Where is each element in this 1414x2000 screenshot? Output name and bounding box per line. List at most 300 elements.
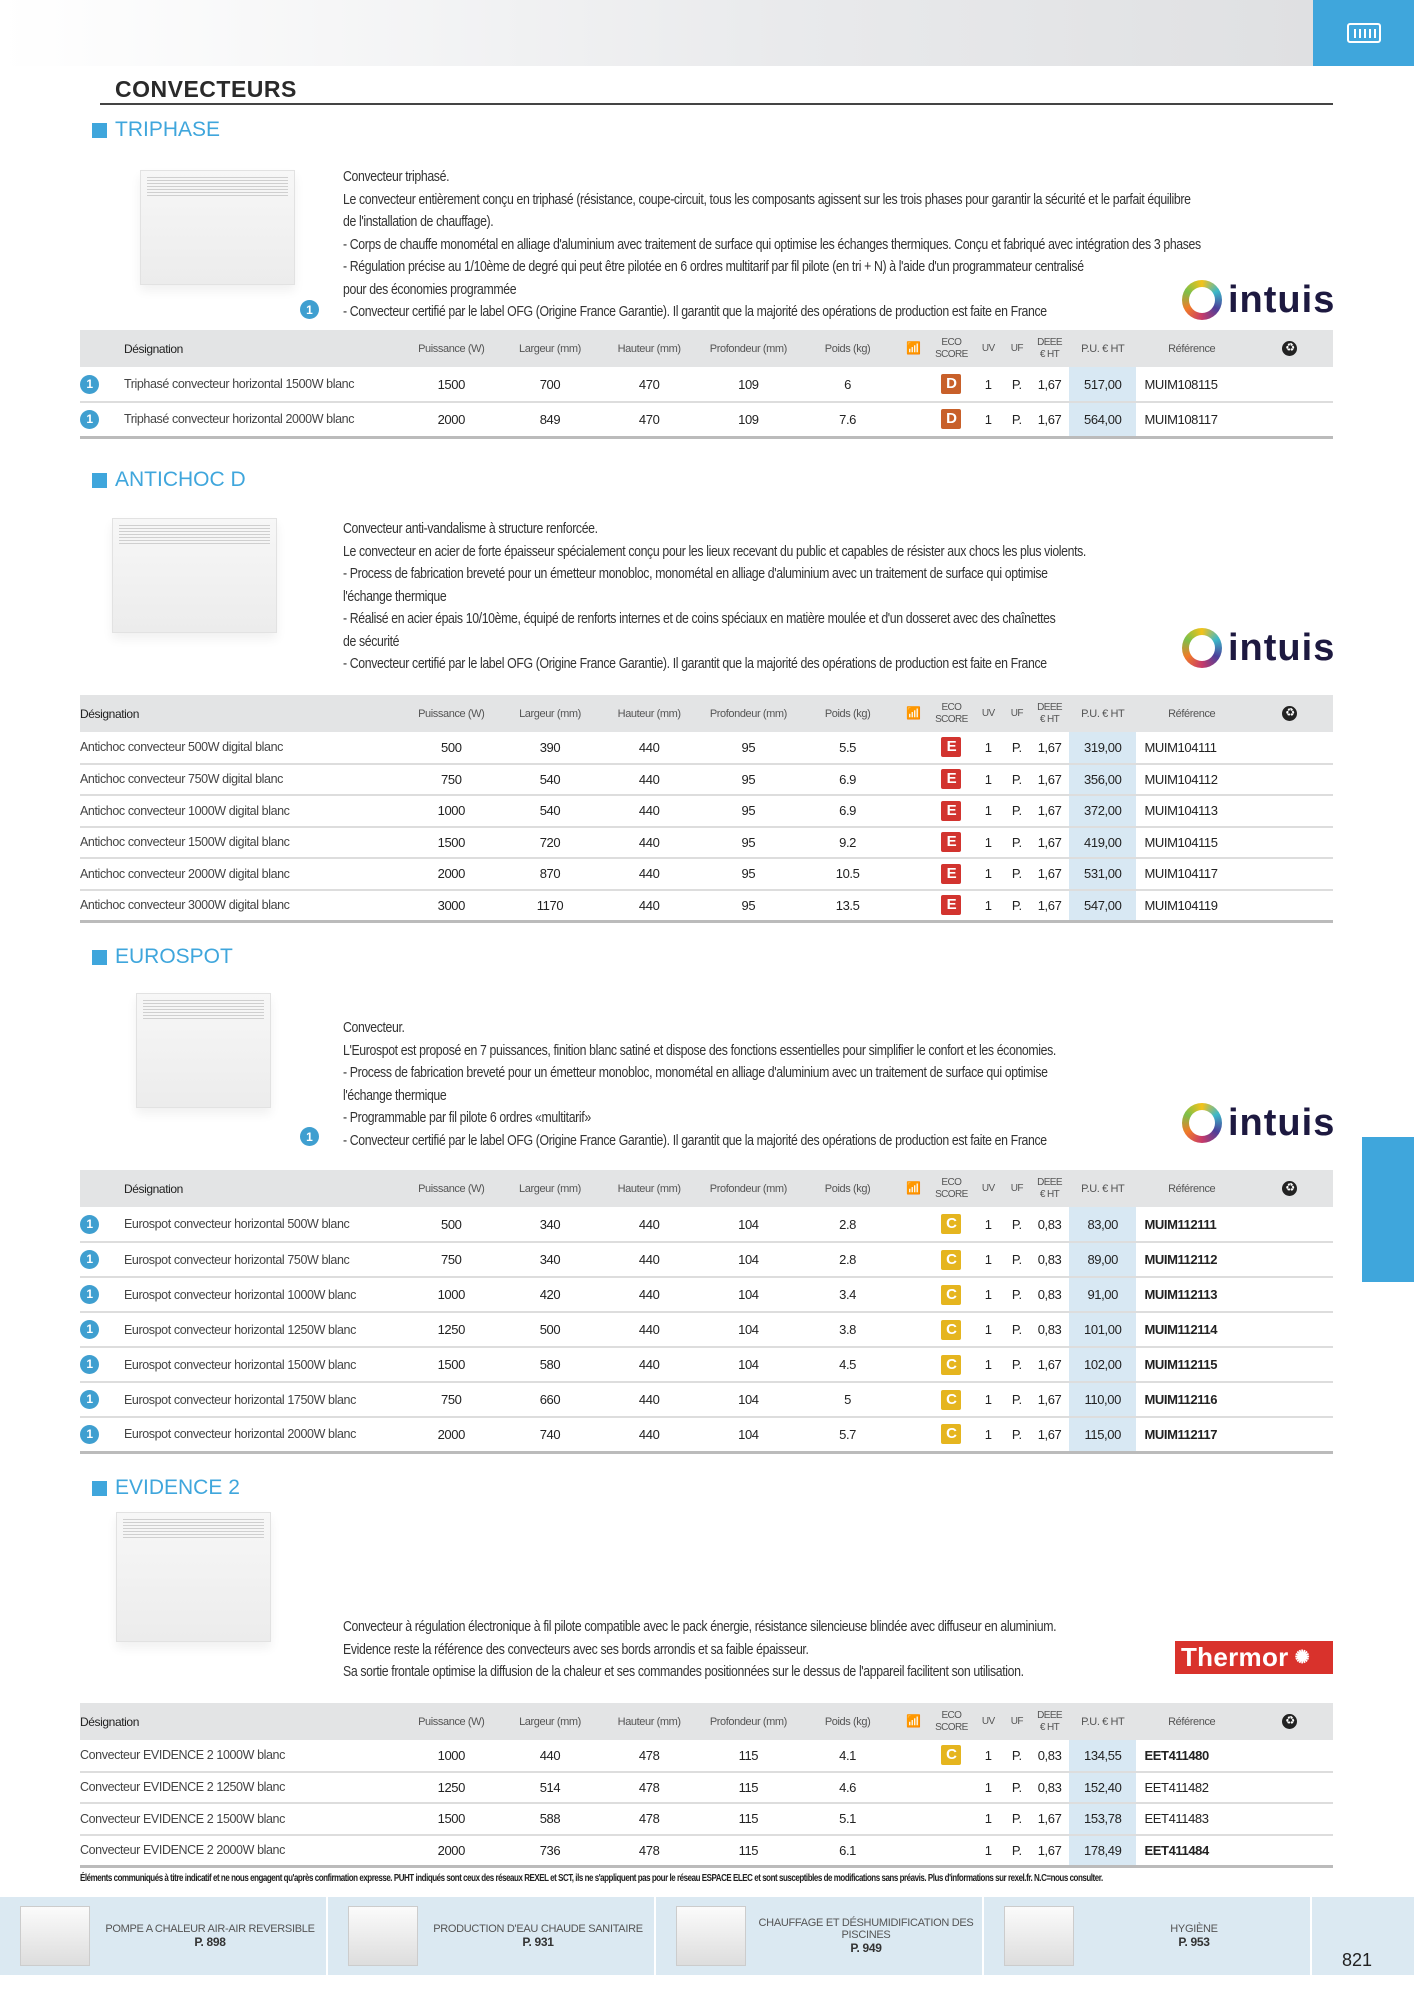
largeur: 849: [500, 402, 599, 437]
section-marker: [92, 473, 107, 488]
unit-price: 91,00: [1069, 1277, 1137, 1312]
col-profondeur: Profondeur (mm): [709, 707, 787, 720]
uf: P.: [1004, 1277, 1031, 1312]
recycle-icon: ♻: [1282, 341, 1297, 356]
col-largeur: Largeur (mm): [519, 1182, 581, 1195]
top-banner: [0, 0, 1313, 66]
info-badge[interactable]: 1: [300, 300, 319, 319]
largeur: 1170: [500, 890, 599, 922]
description-line: pour des économies programmée: [343, 280, 517, 298]
unit-price: 153,78: [1069, 1803, 1137, 1835]
reference[interactable]: MUIM104115: [1136, 827, 1246, 859]
category-image: [1004, 1906, 1074, 1966]
profondeur: 104: [699, 1382, 798, 1417]
col-largeur: Largeur (mm): [519, 342, 581, 355]
description-line: - Programmable par fil pilote 6 ordres «multitarif»: [343, 1109, 591, 1126]
designation: Antichoc convecteur 1000W digital blanc: [80, 795, 402, 827]
product-image: [136, 993, 271, 1108]
description-line: Sa sortie frontale optimise la diffusion de la chaleur et ses commandes positionnées sur le dessus de l'appareil facilitent son utilisation.: [343, 1663, 1024, 1680]
eco-score-badge: E: [941, 801, 961, 821]
uv: 1: [973, 1312, 1004, 1347]
reference[interactable]: MUIM108117: [1136, 402, 1246, 437]
profondeur: 104: [699, 1207, 798, 1242]
puissance: 3000: [402, 890, 500, 922]
col-reference: Référence: [1168, 342, 1216, 355]
col-uf: UF: [1010, 1182, 1023, 1194]
reference[interactable]: MUIM112115: [1136, 1347, 1246, 1382]
profondeur: 104: [699, 1417, 798, 1452]
col-profondeur: Profondeur (mm): [709, 342, 787, 355]
uv: 1: [973, 1382, 1004, 1417]
unit-price: 372,00: [1069, 795, 1137, 827]
eco-score-badge: C: [941, 1424, 961, 1444]
largeur: 390: [500, 732, 599, 764]
unit-price: 102,00: [1069, 1347, 1137, 1382]
profondeur: 104: [699, 1347, 798, 1382]
uv: 1: [973, 367, 1004, 402]
profondeur: 109: [699, 402, 798, 437]
designation: Eurospot convecteur horizontal 750W blanc: [124, 1242, 402, 1277]
uv: 1: [973, 795, 1004, 827]
largeur: 340: [500, 1207, 599, 1242]
footnote: Éléments communiqués à titre indicatif et ne nous engagent qu'après confirmation expresse. PUHT indiqués sont ceux des réseaux REXEL et SCT, ils ne s'appliquent pas pour le réseau ESPACE ELEC et sont susceptibles de modifications sans préavis. Plus d'informations sur rexel.fr. N.C=nous consulter.: [80, 1872, 1103, 1884]
unit-price: 419,00: [1069, 827, 1137, 859]
reference[interactable]: MUIM112113: [1136, 1277, 1246, 1312]
puissance: 500: [402, 732, 500, 764]
designation: Convecteur EVIDENCE 2 2000W blanc: [80, 1835, 402, 1867]
uv: 1: [973, 827, 1004, 859]
section-title: [92, 945, 233, 969]
col-reference: Référence: [1168, 1715, 1216, 1728]
table-row[interactable]: [80, 1740, 1333, 1772]
product-table: [80, 695, 1333, 923]
footer-link-page: P. 953: [1178, 1935, 1210, 1949]
profondeur: 115: [699, 1835, 798, 1867]
uv: 1: [973, 1347, 1004, 1382]
table-row[interactable]: [80, 1803, 1333, 1835]
col-designation: Désignation: [80, 1714, 139, 1729]
category-tab[interactable]: [1313, 0, 1414, 66]
info-badge[interactable]: 1: [300, 1127, 319, 1146]
col-puissance: Puissance (W): [418, 707, 485, 720]
eco-score-badge: C: [941, 1214, 961, 1234]
col-pu: P.U. € HT: [1081, 1715, 1125, 1728]
table-row[interactable]: [80, 367, 1333, 402]
page-title: CONVECTEURS: [115, 76, 297, 102]
uf: P.: [1004, 795, 1031, 827]
hauteur: 478: [600, 1740, 699, 1772]
profondeur: 115: [699, 1740, 798, 1772]
info-badge[interactable]: 1: [80, 1215, 99, 1234]
poids: 7.6: [798, 402, 897, 437]
eco-score-badge: D: [941, 374, 961, 394]
uv: 1: [973, 764, 1004, 796]
col-uv: UV: [981, 707, 995, 719]
unit-price: 531,00: [1069, 858, 1137, 890]
uf: P.: [1004, 732, 1031, 764]
eco-score-badge: C: [941, 1320, 961, 1340]
wifi-icon: 📶: [906, 1181, 921, 1195]
deee: 1,67: [1030, 1803, 1069, 1835]
deee: 1,67: [1030, 827, 1069, 859]
description-line: Convecteur à régulation électronique à fil pilote compatible avec le pack énergie, résistance silencieuse blindée avec diffuseur en aluminium.: [343, 1618, 1057, 1635]
poids: 6.1: [798, 1835, 897, 1867]
footer-link[interactable]: [656, 1897, 984, 1975]
col-recycle: [1247, 330, 1333, 367]
reference[interactable]: MUIM112114: [1136, 1312, 1246, 1347]
table-row[interactable]: [80, 1772, 1333, 1804]
deee: 0,83: [1030, 1277, 1069, 1312]
footer-link-page: P. 931: [522, 1935, 554, 1949]
table-row[interactable]: [80, 1382, 1333, 1417]
uf: P.: [1004, 1207, 1031, 1242]
table-row[interactable]: [80, 764, 1333, 796]
hauteur: 440: [600, 1242, 699, 1277]
section-title: [92, 468, 246, 492]
col-deee: DEEE € HT: [1037, 336, 1062, 360]
hauteur: 440: [600, 1277, 699, 1312]
uv: 1: [973, 1835, 1004, 1867]
description-line: de sécurité: [343, 632, 400, 650]
deee: 1,67: [1030, 1347, 1069, 1382]
eco-score-badge: E: [941, 737, 961, 757]
largeur: 340: [500, 1242, 599, 1277]
puissance: 2000: [402, 1835, 500, 1867]
hauteur: 440: [600, 732, 699, 764]
description-line: Convecteur triphasé.: [343, 168, 450, 185]
puissance: 2000: [402, 402, 500, 437]
reference[interactable]: EET411480: [1136, 1740, 1246, 1772]
col-profondeur: Profondeur (mm): [709, 1182, 787, 1195]
largeur: 588: [500, 1803, 599, 1835]
uf: P.: [1004, 1312, 1031, 1347]
reference[interactable]: MUIM112111: [1136, 1207, 1246, 1242]
col-hauteur: Hauteur (mm): [617, 707, 681, 720]
col-uv: UV: [981, 1715, 995, 1727]
info-badge[interactable]: 1: [80, 1250, 99, 1269]
uv: 1: [973, 1417, 1004, 1452]
puissance: 1500: [402, 1803, 500, 1835]
reference[interactable]: MUIM104111: [1136, 732, 1246, 764]
uv: 1: [973, 890, 1004, 922]
unit-price: 110,00: [1069, 1382, 1137, 1417]
category-image: [676, 1906, 746, 1966]
poids: 10.5: [798, 858, 897, 890]
description-line: - Convecteur certifié par le label OFG (Origine France Garantie). Il garantit que la majorité des opérations de production est faite en France: [343, 303, 1047, 320]
reference[interactable]: EET411483: [1136, 1803, 1246, 1835]
deee: 1,67: [1030, 1382, 1069, 1417]
col-puissance: Puissance (W): [418, 1182, 485, 1195]
reference[interactable]: EET411484: [1136, 1835, 1246, 1867]
section-title-text: TRIPHASE: [115, 118, 221, 141]
deee: 0,83: [1030, 1312, 1069, 1347]
info-badge[interactable]: 1: [80, 1285, 99, 1304]
col-eco-score: ECO SCORE: [935, 1709, 968, 1733]
intuis-ring-icon: [1182, 280, 1222, 320]
reference[interactable]: MUIM112116: [1136, 1382, 1246, 1417]
product-description: [343, 1616, 1056, 1684]
deee: 1,67: [1030, 858, 1069, 890]
table-row[interactable]: [80, 890, 1333, 922]
description-line: - Régulation précise au 1/10ème de degré qui peut être pilotée en 6 ordres multitarif par fil pilote (en tri + N) à l'aide d'un programmateur centralisé: [343, 258, 1084, 275]
intuis-ring-icon: [1182, 628, 1222, 668]
wifi-icon: 📶: [906, 1714, 921, 1728]
reference[interactable]: MUIM104112: [1136, 764, 1246, 796]
col-poids: Poids (kg): [824, 342, 871, 355]
table-row[interactable]: [80, 732, 1333, 764]
reference[interactable]: MUIM112112: [1136, 1242, 1246, 1277]
puissance: 1500: [402, 367, 500, 402]
description-line: de l'installation de chauffage).: [343, 213, 494, 230]
designation: Convecteur EVIDENCE 2 1250W blanc: [80, 1772, 402, 1804]
profondeur: 95: [699, 764, 798, 796]
unit-price: 152,40: [1069, 1772, 1137, 1804]
table-row[interactable]: [80, 1835, 1333, 1867]
product-table: [80, 1170, 1333, 1454]
hauteur: 478: [600, 1772, 699, 1804]
poids: 3.8: [798, 1312, 897, 1347]
side-chapter-tab[interactable]: [1362, 1137, 1414, 1282]
radiator-icon: [1346, 21, 1382, 45]
section-marker: [92, 950, 107, 965]
eco-score-badge: C: [941, 1390, 961, 1410]
section-title: [92, 118, 220, 142]
reference[interactable]: EET411482: [1136, 1772, 1246, 1804]
uv: 1: [973, 402, 1004, 437]
largeur: 580: [500, 1347, 599, 1382]
table-row[interactable]: [80, 827, 1333, 859]
unit-price: 115,00: [1069, 1417, 1137, 1452]
deee: 0,83: [1030, 1242, 1069, 1277]
poids: 2.8: [798, 1207, 897, 1242]
largeur: 870: [500, 858, 599, 890]
profondeur: 95: [699, 858, 798, 890]
uf: P.: [1004, 1803, 1031, 1835]
largeur: 736: [500, 1835, 599, 1867]
hauteur: 440: [600, 764, 699, 796]
uv: 1: [973, 732, 1004, 764]
col-recycle: [1247, 695, 1333, 732]
deee: 0,83: [1030, 1740, 1069, 1772]
deee: 1,67: [1030, 1835, 1069, 1867]
description-line: - Convecteur certifié par le label OFG (Origine France Garantie). Il garantit que la majorité des opérations de production est faite en France: [343, 1131, 1047, 1149]
footer-link-page: P. 949: [850, 1941, 882, 1955]
unit-price: 547,00: [1069, 890, 1137, 922]
footer-link-label: POMPE A CHALEUR AIR-AIR REVERSIBLE: [105, 1923, 315, 1935]
largeur: 514: [500, 1772, 599, 1804]
eco-score-badge: C: [941, 1250, 961, 1270]
col-profondeur: Profondeur (mm): [709, 1715, 787, 1728]
designation: Eurospot convecteur horizontal 1500W blanc: [124, 1347, 402, 1382]
product-table: [80, 330, 1333, 439]
description-line: - Convecteur certifié par le label OFG (Origine France Garantie). Il garantit que la majorité des opérations de production est faite en France: [343, 655, 1047, 672]
thermor-bird-icon: ✺: [1294, 1647, 1310, 1667]
col-recycle: [1247, 1703, 1333, 1740]
product-table: [80, 1703, 1333, 1868]
table-row[interactable]: [80, 1417, 1333, 1452]
largeur: 700: [500, 367, 599, 402]
col-uf: UF: [1010, 342, 1023, 354]
table-row[interactable]: [80, 858, 1333, 890]
hauteur: 478: [600, 1803, 699, 1835]
info-badge[interactable]: 1: [80, 1425, 99, 1444]
deee: 1,67: [1030, 402, 1069, 437]
designation: Convecteur EVIDENCE 2 1000W blanc: [80, 1740, 402, 1772]
unit-price: 356,00: [1069, 764, 1137, 796]
description-line: - Process de fabrication breveté pour un émetteur monobloc, monométal en alliage d'aluminium avec un traitement de surface qui optimise: [343, 565, 1048, 582]
uv: 1: [973, 1242, 1004, 1277]
uf: P.: [1004, 890, 1031, 922]
col-eco-score: ECO SCORE: [935, 701, 968, 725]
col-hauteur: Hauteur (mm): [617, 342, 681, 355]
table-header: [80, 330, 1333, 367]
col-eco-score: ECO SCORE: [935, 336, 968, 360]
info-badge[interactable]: 1: [80, 410, 99, 429]
col-deee: DEEE € HT: [1037, 701, 1062, 725]
col-connected: [897, 330, 930, 367]
hauteur: 440: [600, 1312, 699, 1347]
largeur: 660: [500, 1382, 599, 1417]
uv: 1: [973, 1803, 1004, 1835]
puissance: 1000: [402, 1740, 500, 1772]
eco-score-badge: C: [941, 1745, 961, 1765]
poids: 4.6: [798, 1772, 897, 1804]
table-row[interactable]: [80, 1347, 1333, 1382]
profondeur: 104: [699, 1312, 798, 1347]
wifi-icon: 📶: [906, 341, 921, 355]
deee: 0,83: [1030, 1772, 1069, 1804]
table-row[interactable]: [80, 402, 1333, 437]
product-description: [343, 518, 1086, 676]
col-puissance: Puissance (W): [418, 1715, 485, 1728]
description-line: l'échange thermique: [343, 587, 447, 605]
puissance: 750: [402, 1242, 500, 1277]
uf: P.: [1004, 1347, 1031, 1382]
product-image: [116, 1512, 271, 1642]
profondeur: 95: [699, 890, 798, 922]
largeur: 440: [500, 1740, 599, 1772]
unit-price: 134,55: [1069, 1740, 1137, 1772]
col-deee: DEEE € HT: [1037, 1709, 1062, 1733]
hauteur: 470: [600, 402, 699, 437]
col-reference: Référence: [1168, 707, 1216, 720]
table-row[interactable]: [80, 1207, 1333, 1242]
uf: P.: [1004, 1740, 1031, 1772]
uf: P.: [1004, 367, 1031, 402]
footer-link[interactable]: [984, 1897, 1312, 1975]
intuis-logo: intuis: [1182, 1103, 1335, 1143]
eco-score-badge: E: [941, 769, 961, 789]
profondeur: 115: [699, 1772, 798, 1804]
col-connected: [897, 1703, 930, 1740]
poids: 13.5: [798, 890, 897, 922]
table-header: [80, 1170, 1333, 1207]
uf: P.: [1004, 1835, 1031, 1867]
reference[interactable]: MUIM104117: [1136, 858, 1246, 890]
table-row[interactable]: [80, 1242, 1333, 1277]
description-line: l'échange thermique: [343, 1086, 447, 1104]
page-number: 821: [1342, 1950, 1373, 1970]
puissance: 750: [402, 1382, 500, 1417]
footer-link[interactable]: [328, 1897, 656, 1975]
designation: Antichoc convecteur 1500W digital blanc: [80, 827, 402, 859]
section-title-text: EUROSPOT: [115, 945, 233, 968]
description-line: - Réalisé en acier épais 10/10ème, équipé de renforts internes et de coins spéciaux en matière moulée et d'un dosseret avec des chaînettes: [343, 610, 1056, 627]
uf: P.: [1004, 1242, 1031, 1277]
uv: 1: [973, 1277, 1004, 1312]
uv: 1: [973, 1740, 1004, 1772]
reference[interactable]: MUIM104119: [1136, 890, 1246, 922]
footer-link[interactable]: [0, 1897, 328, 1975]
product-image: [112, 518, 277, 633]
hauteur: 440: [600, 1207, 699, 1242]
uv: 1: [973, 1207, 1004, 1242]
section-title-text: EVIDENCE 2: [115, 1476, 240, 1499]
col-pu: P.U. € HT: [1081, 1182, 1125, 1195]
designation: Eurospot convecteur horizontal 2000W blanc: [124, 1417, 402, 1452]
info-badge[interactable]: 1: [80, 1390, 99, 1409]
designation: Antichoc convecteur 2000W digital blanc: [80, 858, 402, 890]
poids: 3.4: [798, 1277, 897, 1312]
footer-link-page: P. 898: [194, 1935, 226, 1949]
poids: 5.7: [798, 1417, 897, 1452]
footer-link-label: PRODUCTION D'EAU CHAUDE SANITAIRE: [433, 1923, 643, 1935]
eco-score-badge: C: [941, 1285, 961, 1305]
puissance: 2000: [402, 858, 500, 890]
footer-nav: [0, 1897, 1414, 1975]
table-row[interactable]: [80, 795, 1333, 827]
uf: P.: [1004, 1382, 1031, 1417]
unit-price: 83,00: [1069, 1207, 1137, 1242]
hauteur: 440: [600, 1347, 699, 1382]
reference[interactable]: MUIM112117: [1136, 1417, 1246, 1452]
info-badge[interactable]: 1: [80, 375, 99, 394]
info-badge[interactable]: 1: [80, 1320, 99, 1339]
puissance: 1250: [402, 1312, 500, 1347]
largeur: 720: [500, 827, 599, 859]
table-row[interactable]: [80, 1277, 1333, 1312]
reference[interactable]: MUIM108115: [1136, 367, 1246, 402]
poids: 4.5: [798, 1347, 897, 1382]
table-row[interactable]: [80, 1312, 1333, 1347]
col-hauteur: Hauteur (mm): [617, 1182, 681, 1195]
designation: Triphasé convecteur horizontal 1500W blanc: [124, 367, 402, 402]
eco-score-badge: D: [941, 409, 961, 429]
info-badge[interactable]: 1: [80, 1355, 99, 1374]
recycle-icon: ♻: [1282, 1181, 1297, 1196]
puissance: 1250: [402, 1772, 500, 1804]
intuis-ring-icon: [1182, 1103, 1222, 1143]
col-poids: Poids (kg): [824, 1715, 871, 1728]
description-line: Convecteur.: [343, 1019, 405, 1036]
designation: Eurospot convecteur horizontal 1750W blanc: [124, 1382, 402, 1417]
eco-score-badge: E: [941, 895, 961, 915]
hauteur: 470: [600, 367, 699, 402]
poids: 5.5: [798, 732, 897, 764]
designation: Eurospot convecteur horizontal 500W blanc: [124, 1207, 402, 1242]
largeur: 500: [500, 1312, 599, 1347]
deee: 1,67: [1030, 795, 1069, 827]
poids: 6.9: [798, 795, 897, 827]
deee: 1,67: [1030, 1417, 1069, 1452]
largeur: 420: [500, 1277, 599, 1312]
col-uf: UF: [1010, 1715, 1023, 1727]
reference[interactable]: MUIM104113: [1136, 795, 1246, 827]
deee: 1,67: [1030, 890, 1069, 922]
col-hauteur: Hauteur (mm): [617, 1715, 681, 1728]
puissance: 1500: [402, 827, 500, 859]
deee: 1,67: [1030, 764, 1069, 796]
